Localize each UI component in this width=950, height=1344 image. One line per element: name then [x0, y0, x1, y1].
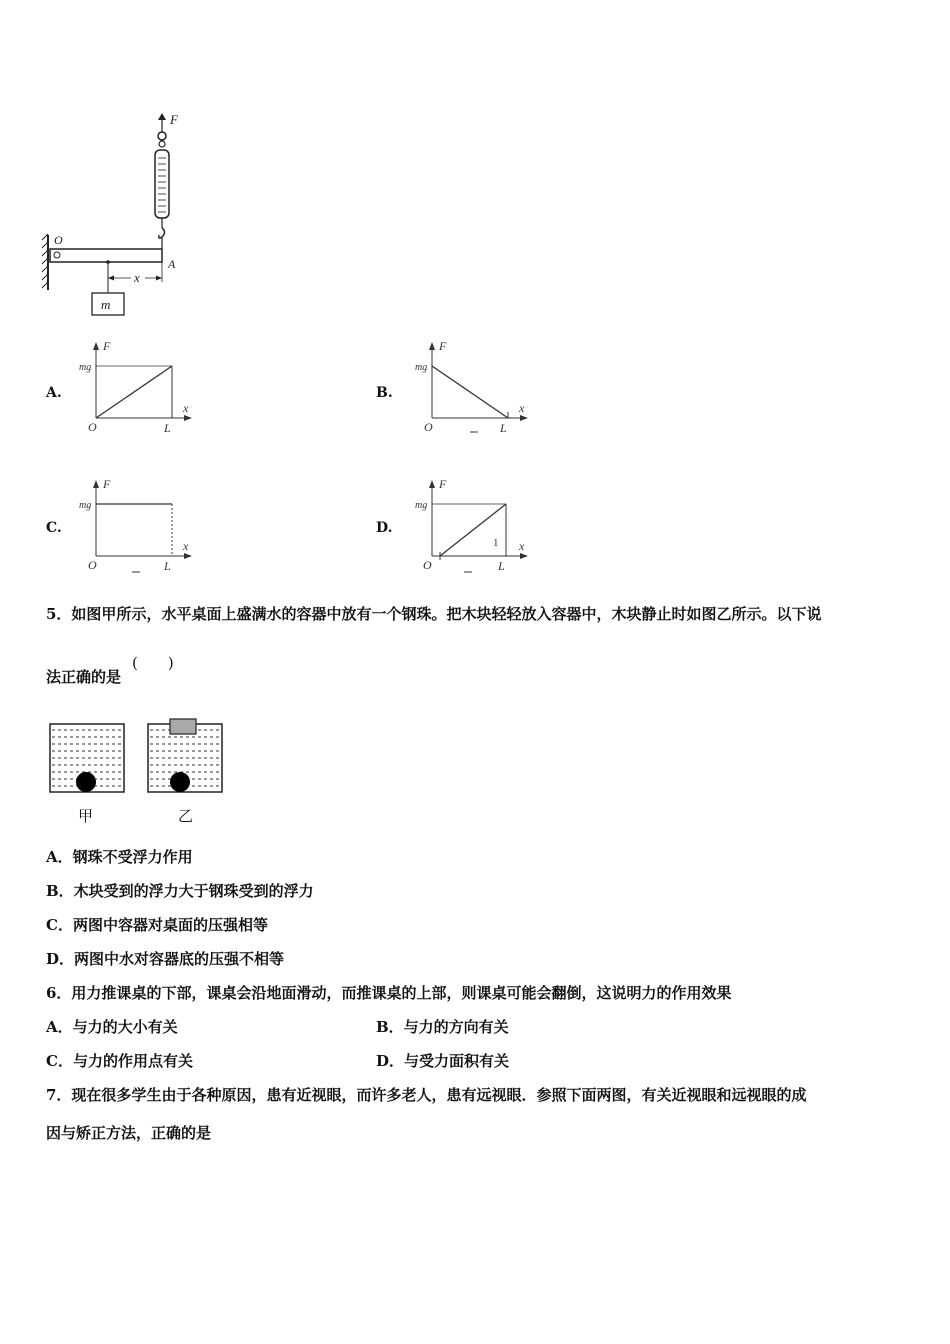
q5-option-a[interactable]: A．钢珠不受浮力作用 [46, 848, 193, 866]
graph-a-y-axis: F [103, 339, 111, 353]
q5-stem-line1: 5．如图甲所示，水平桌面上盛满水的容器中放有一个钢珠。把木块轻轻放入容器中，木块静止时如图乙所示。以下说 [46, 605, 822, 623]
mass-label: m [101, 297, 111, 312]
option-b-label[interactable]: B. [376, 385, 393, 401]
option-a-label[interactable]: A. [46, 385, 62, 401]
graph-c-y-axis: F [103, 477, 111, 491]
graph-d [410, 476, 535, 576]
graph-b-y-axis: F [439, 339, 447, 353]
graph-a-tick-y: mg [79, 362, 92, 373]
q7-stem-line1: 7．现在很多学生由于各种原因，患有近视眼，而许多老人，患有远视眼．参照下面两图，有关近视眼和远视眼的成 [46, 1086, 807, 1104]
force-label: F [170, 112, 178, 127]
q6-stem: 6．用力推课桌的下部，课桌会沿地面滑动，而推课桌的上部，则课桌可能会翻倒，这说明力的作用效果 [46, 984, 732, 1002]
option-c-label[interactable]: C. [46, 520, 62, 536]
fig-label-yi: 乙 [178, 807, 194, 825]
pivot-label: O [54, 233, 63, 247]
q6-option-c[interactable]: C．与力的作用点有关 [46, 1052, 193, 1070]
option-d-label[interactable]: D. [376, 520, 393, 536]
q5-option-b[interactable]: B．木块受到的浮力大于钢珠受到的浮力 [46, 882, 314, 900]
end-label: A [168, 257, 176, 271]
q6-option-b[interactable]: B．与力的方向有关 [376, 1018, 509, 1036]
fig-label-jia: 甲 [78, 807, 94, 825]
lever-apparatus-figure [40, 110, 200, 320]
graph-d-extra: 1 [493, 537, 499, 549]
graph-c-x-axis: x [183, 539, 189, 553]
graph-a [76, 338, 196, 438]
q6-option-a[interactable]: A．与力的大小有关 [46, 1018, 178, 1036]
q5-stem-line2: 法正确的是 [46, 668, 122, 686]
q5-option-d[interactable]: D．两图中水对容器底的压强不相等 [46, 950, 285, 968]
graph-c-tick-x: L [164, 559, 171, 573]
q5-answer-paren: ( ) [132, 654, 174, 672]
graph-d-tick-x: L [498, 559, 505, 573]
graph-c-tick-y: mg [79, 500, 92, 511]
graph-b-tick-y: mg [415, 362, 428, 373]
graph-a-origin: O [88, 420, 97, 434]
graph-b-tick-x: L [500, 421, 507, 435]
graph-d-tick-y: mg [415, 500, 428, 511]
containers-figure [46, 716, 228, 798]
graph-c-origin: O [88, 558, 97, 572]
graph-d-x-axis: x [519, 539, 525, 553]
graph-c [76, 476, 196, 576]
graph-a-x-axis: x [183, 401, 189, 415]
graph-d-y-axis: F [439, 477, 447, 491]
graph-a-tick-x: L [164, 421, 171, 435]
graph-b [410, 338, 535, 438]
dist-label: x [134, 270, 140, 285]
graph-b-origin: O [424, 420, 433, 434]
graph-d-origin: O [423, 558, 432, 572]
graph-b-x-axis: x [519, 401, 525, 415]
q5-option-c[interactable]: C．两图中容器对桌面的压强相等 [46, 916, 268, 934]
q6-option-d[interactable]: D．与受力面积有关 [376, 1052, 510, 1070]
q7-stem-line2: 因与矫正方法，正确的是 [46, 1124, 212, 1142]
